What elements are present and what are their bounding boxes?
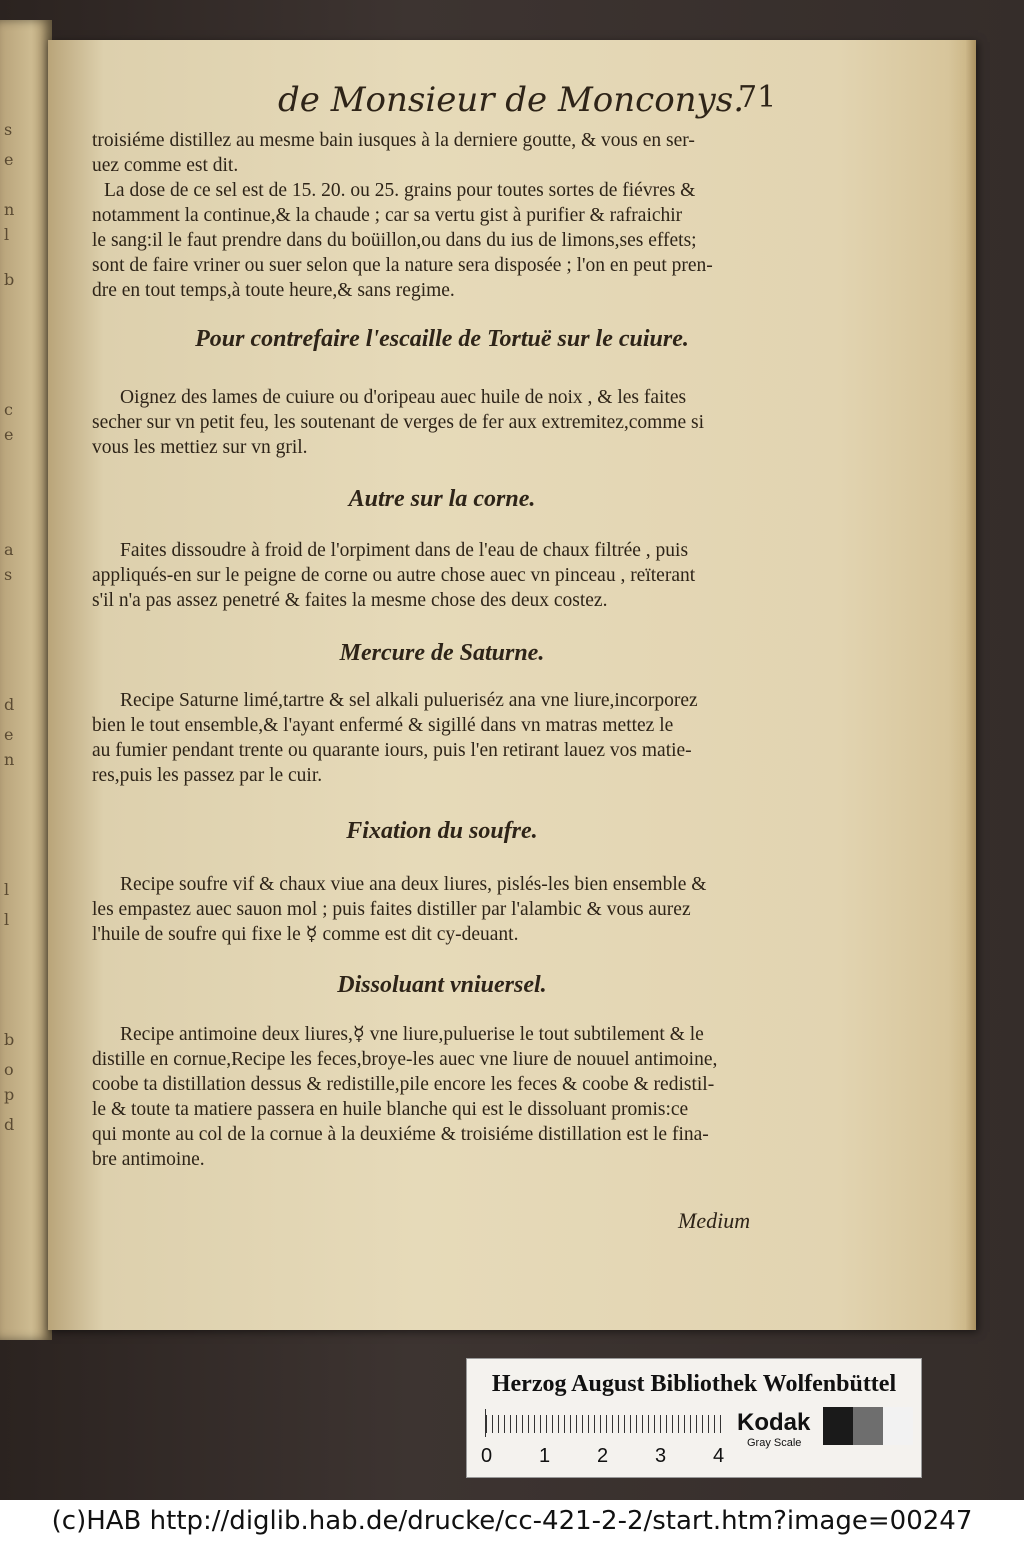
margin-glyph: d [4,1115,15,1134]
margin-glyph: e [4,150,14,169]
section-heading: Fixation du soufre. [346,818,538,844]
text-line: l'huile de soufre qui fixe le ☿ comme est dit cy-deuant. [92,924,519,945]
section-heading: Autre sur la corne. [348,486,536,512]
text-line: sont de faire vriner ou suer selon que la nature sera disposée ; l'on en peut pren- [92,255,713,276]
gray-swatch-white [883,1407,913,1445]
margin-glyph: s [4,565,13,584]
text-line: Oignez des lames de cuiure ou d'oripeau auec huile de noix , & les faites [120,387,687,408]
page-edge [966,40,976,1330]
margin-glyph: l [4,225,10,244]
text-line: distille en cornue,Recipe les feces,broye-les auec vne liure de nouuel antimoine, [92,1049,718,1070]
kodak-brand: Kodak [737,1409,811,1436]
margin-glyph: o [4,1060,14,1079]
source-url[interactable]: (c)HAB http://diglib.hab.de/drucke/cc-421-2-2/start.htm?image=00247 [51,1506,973,1536]
margin-glyph: a [4,540,14,559]
margin-glyph: e [4,725,14,744]
section-heading: Mercure de Saturne. [339,640,545,666]
paragraph [92,872,792,947]
paragraph [92,1022,792,1172]
ruler-number: 3 [655,1445,667,1467]
margin-glyph: l [4,910,10,929]
page-number: 71 [738,80,777,115]
left-page-edge [0,20,52,1340]
paragraph [92,688,792,788]
margin-glyph: b [4,1030,15,1049]
text-line: Recipe Saturne limé,tartre & sel alkali pulueriséz ana vne liure,incorporez [120,690,698,711]
section-heading: Dissoluant vniuersel. [337,972,547,998]
gray-scale-label: Gray Scale [747,1437,802,1449]
text-line: les empastez auec sauon mol ; puis faites distiller par l'alambic & vous aurez [92,899,691,920]
margin-glyph: e [4,425,14,444]
text-line: La dose de ce sel est de 15. 20. ou 25. grains pour toutes sortes de fiévres & [104,180,696,201]
margin-glyph: p [4,1085,15,1104]
ruler-scale [485,1409,726,1437]
paragraph [92,385,792,460]
text-line: le sang:il le faut prendre dans du boüillon,ou dans du ius de limons,ses effets; [92,230,697,251]
margin-glyph: l [4,880,10,899]
gray-swatch-black [823,1407,853,1445]
margin-glyph: n [4,200,15,219]
text-line: Recipe soufre vif & chaux viue ana deux liures, pislés-les bien ensemble & [120,874,707,895]
ruler-number: 1 [539,1445,551,1467]
text-line: au fumier pendant trente ou quarante iours, puis l'en retirant lauez vos matie- [92,740,692,761]
section-heading: Pour contrefaire l'escaille de Tortuë sur le cuiure. [195,326,689,352]
text-line: uez comme est dit. [92,155,239,176]
text-line: troisiéme distillez au mesme bain iusques à la derniere goutte, & vous en ser- [92,130,695,151]
text-line: Faites dissoudre à froid de l'orpiment dans de l'eau de chaux filtrée , puis [120,540,689,561]
text-line: le & toute ta matiere passera en huile blanche qui est le dissoluant promis:ce [92,1099,689,1120]
text-line: dre en tout temps,à toute heure,& sans regime. [92,280,455,301]
text-line: secher sur vn petit feu, les soutenant de verges de fer aux extremitez,comme si [92,412,705,433]
margin-glyph: d [4,695,15,714]
text-line: coobe ta distillation dessus & redistille,pile encore les feces & coobe & redistil- [92,1074,715,1095]
catchword: Medium [678,1208,751,1233]
text-line: notamment la continue,& la chaude ; car sa vertu gist à purifier & rafraichir [92,205,683,226]
text-line: qui monte au col de la cornue à la deuxiéme & troisiéme distillation est le fina- [92,1124,709,1145]
text-line: appliqués-en sur le peigne de corne ou autre chose auec vn pinceau , reïterant [92,565,696,586]
footer-url-bar [0,1500,1024,1549]
margin-glyph: s [4,120,13,139]
book-page [48,40,976,1330]
text-line: bien le tout ensemble,& l'ayant enfermé & sigillé dans vn matras mettez le [92,715,674,736]
text-line: Recipe antimoine deux liures,☿ vne liure,puluerise le tout subtilement & le [120,1024,704,1045]
margin-glyph: n [4,750,15,769]
gray-swatch-mid [853,1407,883,1445]
running-title: de Monsieur de Monconys. [278,80,745,120]
library-title: Herzog August Bibliothek Wolfenbüttel [491,1371,897,1397]
text-line: bre antimoine. [92,1149,205,1170]
text-line: s'il n'a pas assez penetré & faites la mesme chose des deux costez. [92,590,608,611]
paragraph-continuation [92,128,792,303]
text-line: res,puis les passez par le cuir. [92,765,323,786]
margin-glyph: c [4,400,13,419]
ruler-number: 2 [597,1445,609,1467]
margin-glyph: b [4,270,15,289]
color-calibration-bar [466,1358,922,1478]
ruler-number: 0 [481,1445,493,1467]
text-line: vous les mettiez sur vn gril. [92,437,308,458]
paragraph [92,538,792,613]
ruler-number: 4 [713,1445,725,1467]
